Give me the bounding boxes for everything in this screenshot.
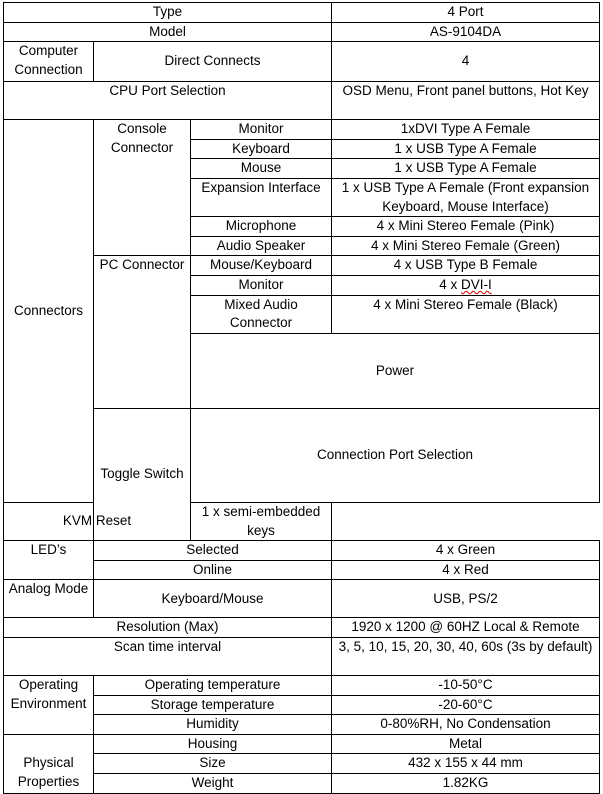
spec-table bbox=[3, 2, 600, 794]
kvm-reset-label: KVM Reset bbox=[4, 503, 191, 541]
row-led-selected bbox=[4, 541, 600, 561]
pc-monitor-value-prefix: 4 x bbox=[439, 276, 461, 292]
scan-time-value: 3, 5, 10, 15, 20, 30, 40, 60s (3s by default) bbox=[332, 638, 600, 676]
operating-environment-group: Operating Environment bbox=[4, 676, 94, 735]
pc-monitor-value bbox=[332, 275, 600, 295]
row-cpu-port-selection bbox=[4, 82, 600, 120]
row-pc-mouse-keyboard bbox=[4, 256, 600, 276]
housing-label: Housing bbox=[94, 734, 332, 754]
console-keyboard-label: Keyboard bbox=[191, 139, 332, 159]
type-label: Type bbox=[4, 3, 332, 23]
led-online-label: Online bbox=[94, 560, 332, 580]
row-resolution bbox=[4, 618, 600, 638]
row-humidity bbox=[4, 715, 600, 735]
console-expansion-label: Expansion Interface bbox=[191, 178, 332, 216]
housing-value: Metal bbox=[332, 734, 600, 754]
pc-mixed-audio-label: Mixed Audio Connector bbox=[191, 295, 332, 333]
pc-connector-label: PC Connector bbox=[94, 256, 191, 409]
direct-connects-label: Direct Connects bbox=[94, 42, 332, 82]
led-online-value: 4 x Red bbox=[332, 560, 600, 580]
size-value: 432 x 155 x 44 mm bbox=[332, 754, 600, 774]
row-type bbox=[4, 3, 600, 23]
leds-group: LED’s bbox=[4, 541, 94, 580]
console-speaker-value: 4 x Mini Stereo Female (Green) bbox=[332, 236, 600, 256]
pc-mouse-keyboard-value: 4 x USB Type B Female bbox=[332, 256, 600, 276]
console-microphone-label: Microphone bbox=[191, 217, 332, 237]
size-label: Size bbox=[94, 754, 332, 774]
row-size bbox=[4, 754, 600, 774]
console-speaker-label: Audio Speaker bbox=[191, 236, 332, 256]
weight-value: 1.82KG bbox=[332, 774, 600, 794]
connectors-group: Connectors bbox=[4, 120, 94, 503]
console-expansion-value: 1 x USB Type A Female (Front expansion Keyboard, Mouse Interface) bbox=[332, 178, 600, 216]
row-computer-connection bbox=[4, 42, 600, 82]
row-storage-temperature bbox=[4, 695, 600, 715]
resolution-value: 1920 x 1200 @ 60HZ Local & Remote bbox=[332, 618, 600, 638]
console-mouse-value: 1 x USB Type A Female bbox=[332, 159, 600, 179]
row-kvm-reset bbox=[4, 503, 600, 541]
cpu-port-selection-label: CPU Port Selection bbox=[4, 82, 332, 120]
led-selected-value: 4 x Green bbox=[332, 541, 600, 561]
kvm-reset-value: 1 x semi-embedded keys bbox=[191, 503, 332, 541]
type-value: 4 Port bbox=[332, 3, 600, 23]
row-operating-temperature bbox=[4, 676, 600, 696]
analog-mode-value: USB, PS/2 bbox=[332, 580, 600, 618]
model-value: AS-9104DA bbox=[332, 22, 600, 42]
scan-time-label: Scan time interval bbox=[4, 638, 332, 676]
weight-label: Weight bbox=[94, 774, 332, 794]
humidity-value: 0-80%RH, No Condensation bbox=[332, 715, 600, 735]
row-weight bbox=[4, 774, 600, 794]
row-console-monitor bbox=[4, 120, 600, 140]
console-monitor-label: Monitor bbox=[191, 120, 332, 140]
humidity-label: Humidity bbox=[94, 715, 332, 735]
row-led-online bbox=[4, 560, 600, 580]
operating-temperature-value: -10-50°C bbox=[332, 676, 600, 696]
pc-mouse-keyboard-label: Mouse/Keyboard bbox=[191, 256, 332, 276]
toggle-switch-group: Toggle Switch bbox=[94, 409, 191, 541]
model-label: Model bbox=[4, 22, 332, 42]
console-microphone-value: 4 x Mini Stereo Female (Pink) bbox=[332, 217, 600, 237]
console-keyboard-value: 1 x USB Type A Female bbox=[332, 139, 600, 159]
direct-connects-value: 4 bbox=[332, 42, 600, 82]
pc-monitor-value-dvi: DVI-I bbox=[461, 276, 492, 292]
pc-mixed-audio-value: 4 x Mini Stereo Female (Black) bbox=[332, 295, 600, 333]
row-model bbox=[4, 22, 600, 42]
row-scan-time bbox=[4, 638, 600, 676]
console-monitor-value: 1xDVI Type A Female bbox=[332, 120, 600, 140]
analog-mode-group: Analog Mode bbox=[4, 580, 94, 618]
cpu-port-selection-value: OSD Menu, Front panel buttons, Hot Key bbox=[332, 82, 600, 120]
pc-monitor-label: Monitor bbox=[191, 275, 332, 295]
row-analog-mode bbox=[4, 580, 600, 618]
console-connector-label: Console Connector bbox=[94, 120, 191, 256]
connection-port-selection-label: Connection Port Selection bbox=[191, 409, 600, 503]
physical-properties-group: Physical Properties bbox=[4, 734, 94, 793]
row-housing bbox=[4, 734, 600, 754]
operating-temperature-label: Operating temperature bbox=[94, 676, 332, 696]
led-selected-label: Selected bbox=[94, 541, 332, 561]
computer-connection-group: Computer Connection bbox=[4, 42, 94, 82]
resolution-label: Resolution (Max) bbox=[4, 618, 332, 638]
power-label: Power bbox=[191, 333, 600, 408]
console-mouse-label: Mouse bbox=[191, 159, 332, 179]
storage-temperature-label: Storage temperature bbox=[94, 695, 332, 715]
analog-mode-label: Keyboard/Mouse bbox=[94, 580, 332, 618]
storage-temperature-value: -20-60°C bbox=[332, 695, 600, 715]
row-connection-port-selection bbox=[4, 409, 600, 503]
